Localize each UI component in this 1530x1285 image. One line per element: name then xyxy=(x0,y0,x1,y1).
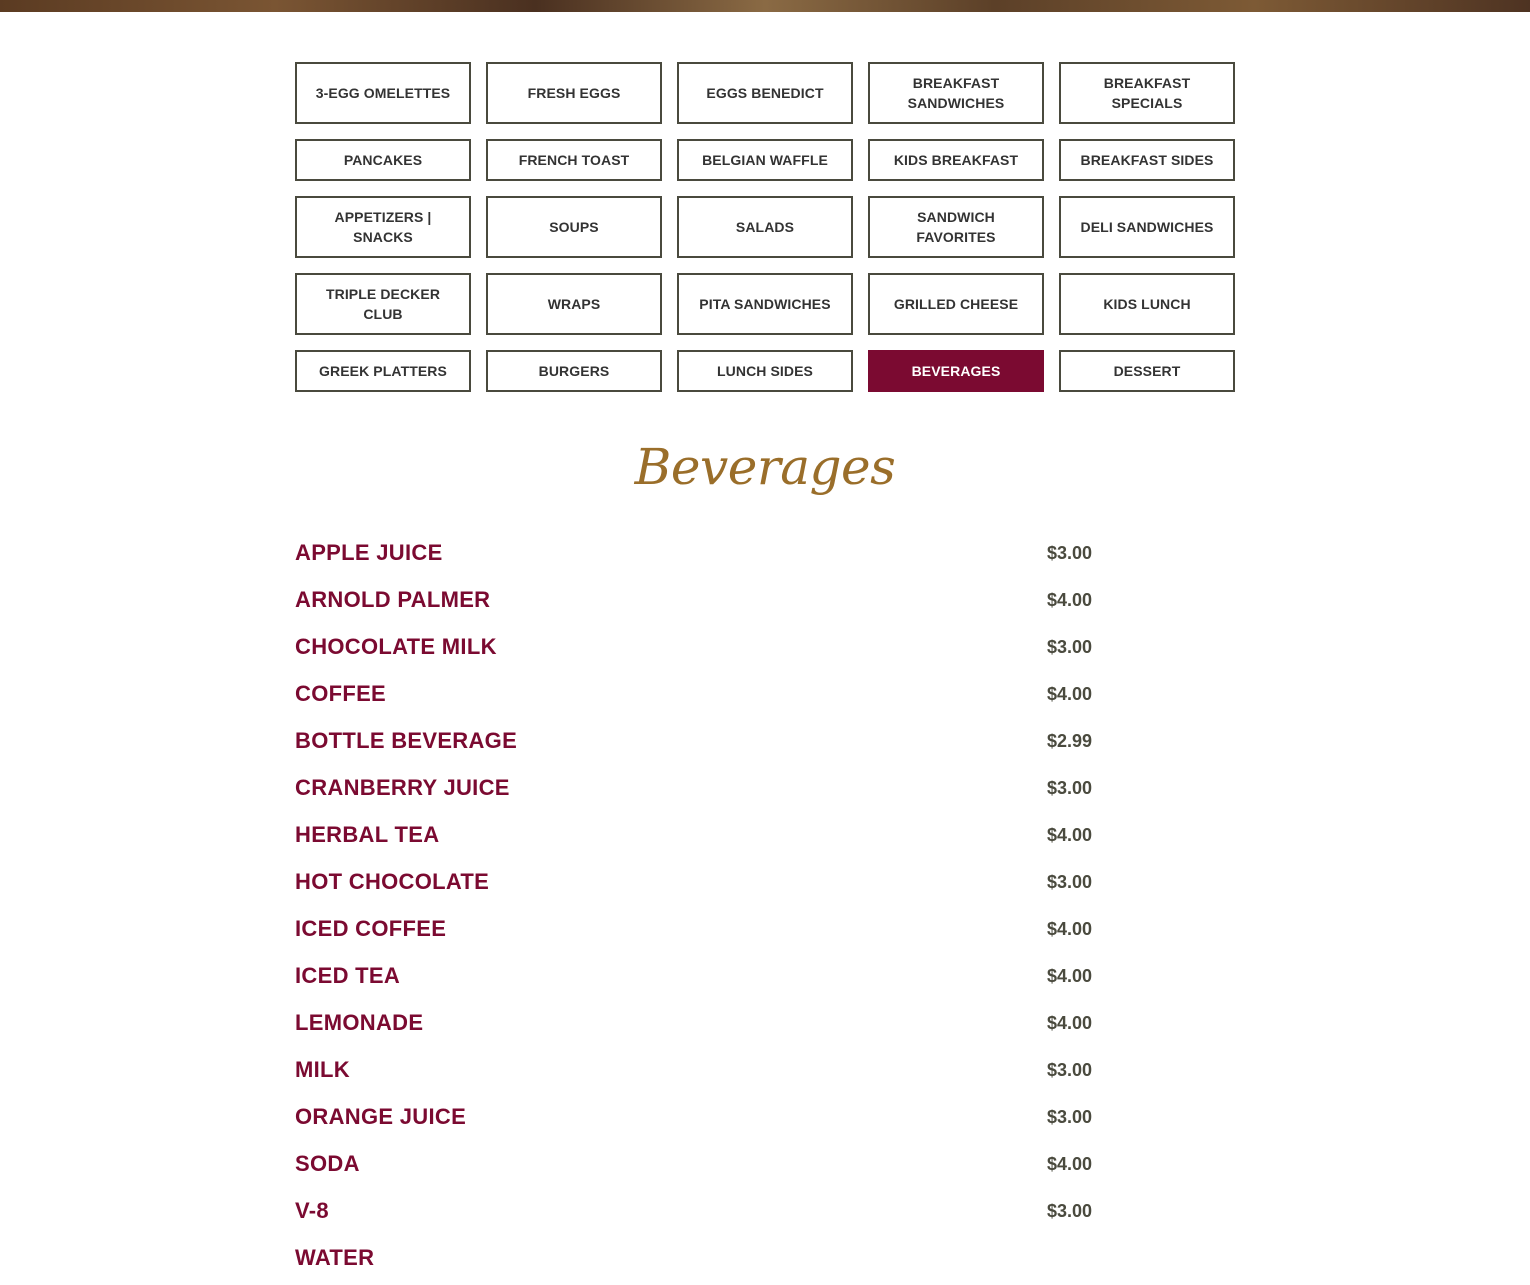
tab-salads[interactable]: SALADS xyxy=(677,196,853,258)
tab-fresh-eggs[interactable]: FRESH EGGS xyxy=(486,62,662,124)
tab-belgian-waffle[interactable]: BELGIAN WAFFLE xyxy=(677,139,853,181)
list-item xyxy=(295,721,1235,768)
tab-greek-platters[interactable]: GREEK PLATTERS xyxy=(295,350,471,392)
tab-breakfast-specials[interactable]: BREAKFAST SPECIALS xyxy=(1059,62,1235,124)
list-item xyxy=(295,862,1235,909)
tab-3-egg-omelettes[interactable]: 3-EGG OMELETTES xyxy=(295,62,471,124)
item-price: $4.00 xyxy=(1047,919,1093,939)
list-item xyxy=(295,1191,1235,1238)
item-price: $4.00 xyxy=(1047,1013,1093,1033)
tab-breakfast-sides[interactable]: BREAKFAST SIDES xyxy=(1059,139,1235,181)
item-name: LEMONADE xyxy=(295,1010,424,1035)
list-item xyxy=(295,1097,1235,1144)
item-price: $4.00 xyxy=(1047,590,1093,610)
item-name: COFFEE xyxy=(295,681,387,706)
item-name: BOTTLE BEVERAGE xyxy=(295,728,518,753)
list-item xyxy=(295,674,1235,721)
tab-pita-sandwiches[interactable]: PITA SANDWICHES xyxy=(677,273,853,335)
tab-eggs-benedict[interactable]: EGGS BENEDICT xyxy=(677,62,853,124)
list-item xyxy=(295,956,1235,1003)
list-item xyxy=(295,768,1235,815)
item-name: WATER xyxy=(295,1245,375,1270)
tab-french-toast[interactable]: FRENCH TOAST xyxy=(486,139,662,181)
tab-grilled-cheese[interactable]: GRILLED CHEESE xyxy=(868,273,1044,335)
item-price: $4.00 xyxy=(1047,684,1093,704)
item-name: ICED COFFEE xyxy=(295,916,447,941)
list-item xyxy=(295,815,1235,862)
list-item xyxy=(295,1050,1235,1097)
item-name: CRANBERRY JUICE xyxy=(295,775,510,800)
item-name: HERBAL TEA xyxy=(295,822,440,847)
item-price: $3.00 xyxy=(1047,1060,1093,1080)
tab-pancakes[interactable]: PANCAKES xyxy=(295,139,471,181)
tab-lunch-sides[interactable]: LUNCH SIDES xyxy=(677,350,853,392)
tab-kids-lunch[interactable]: KIDS LUNCH xyxy=(1059,273,1235,335)
tab-dessert[interactable]: DESSERT xyxy=(1059,350,1235,392)
tab-appetizers-snacks[interactable]: APPETIZERS | SNACKS xyxy=(295,196,471,258)
item-name: ICED TEA xyxy=(295,963,401,988)
item-price: $3.00 xyxy=(1047,543,1093,563)
item-price: $4.00 xyxy=(1047,1154,1093,1174)
list-item xyxy=(295,580,1235,627)
tab-sandwich-favorites[interactable]: SANDWICH FAVORITES xyxy=(868,196,1044,258)
section-title: Beverages xyxy=(634,438,896,496)
list-item xyxy=(295,627,1235,674)
tab-soups[interactable]: SOUPS xyxy=(486,196,662,258)
item-name: V-8 xyxy=(295,1198,329,1223)
list-item xyxy=(295,1003,1235,1050)
item-name: HOT CHOCOLATE xyxy=(295,869,490,894)
item-name: APPLE JUICE xyxy=(295,540,443,565)
item-price: $4.00 xyxy=(1047,825,1093,845)
item-price: $4.00 xyxy=(1047,966,1093,986)
tab-burgers[interactable]: BURGERS xyxy=(486,350,662,392)
list-item xyxy=(295,533,1235,580)
item-price: $3.00 xyxy=(1047,872,1093,892)
item-price: $3.00 xyxy=(1047,1201,1093,1221)
list-item xyxy=(295,1238,1235,1285)
hero-image-strip xyxy=(0,0,1530,12)
tab-wraps[interactable]: WRAPS xyxy=(486,273,662,335)
item-price: $3.00 xyxy=(1047,1107,1093,1127)
item-price: $3.00 xyxy=(1047,637,1093,657)
item-name: MILK xyxy=(295,1057,350,1082)
item-price: $2.99 xyxy=(1047,731,1093,751)
tab-deli-sandwiches[interactable]: DELI SANDWICHES xyxy=(1059,196,1235,258)
item-name: ORANGE JUICE xyxy=(295,1104,467,1129)
list-item xyxy=(295,1144,1235,1191)
item-price: $3.00 xyxy=(1047,778,1093,798)
menu-category-tabs xyxy=(295,62,1235,392)
item-name: ARNOLD PALMER xyxy=(295,587,491,612)
menu-item-list xyxy=(295,533,1235,1285)
tab-breakfast-sandwiches[interactable]: BREAKFAST SANDWICHES xyxy=(868,62,1044,124)
tab-beverages[interactable]: BEVERAGES xyxy=(868,350,1044,392)
list-item xyxy=(295,909,1235,956)
tab-triple-decker-club[interactable]: TRIPLE DECKER CLUB xyxy=(295,273,471,335)
item-name: CHOCOLATE MILK xyxy=(295,634,497,659)
item-name: SODA xyxy=(295,1151,360,1176)
tab-kids-breakfast[interactable]: KIDS BREAKFAST xyxy=(868,139,1044,181)
